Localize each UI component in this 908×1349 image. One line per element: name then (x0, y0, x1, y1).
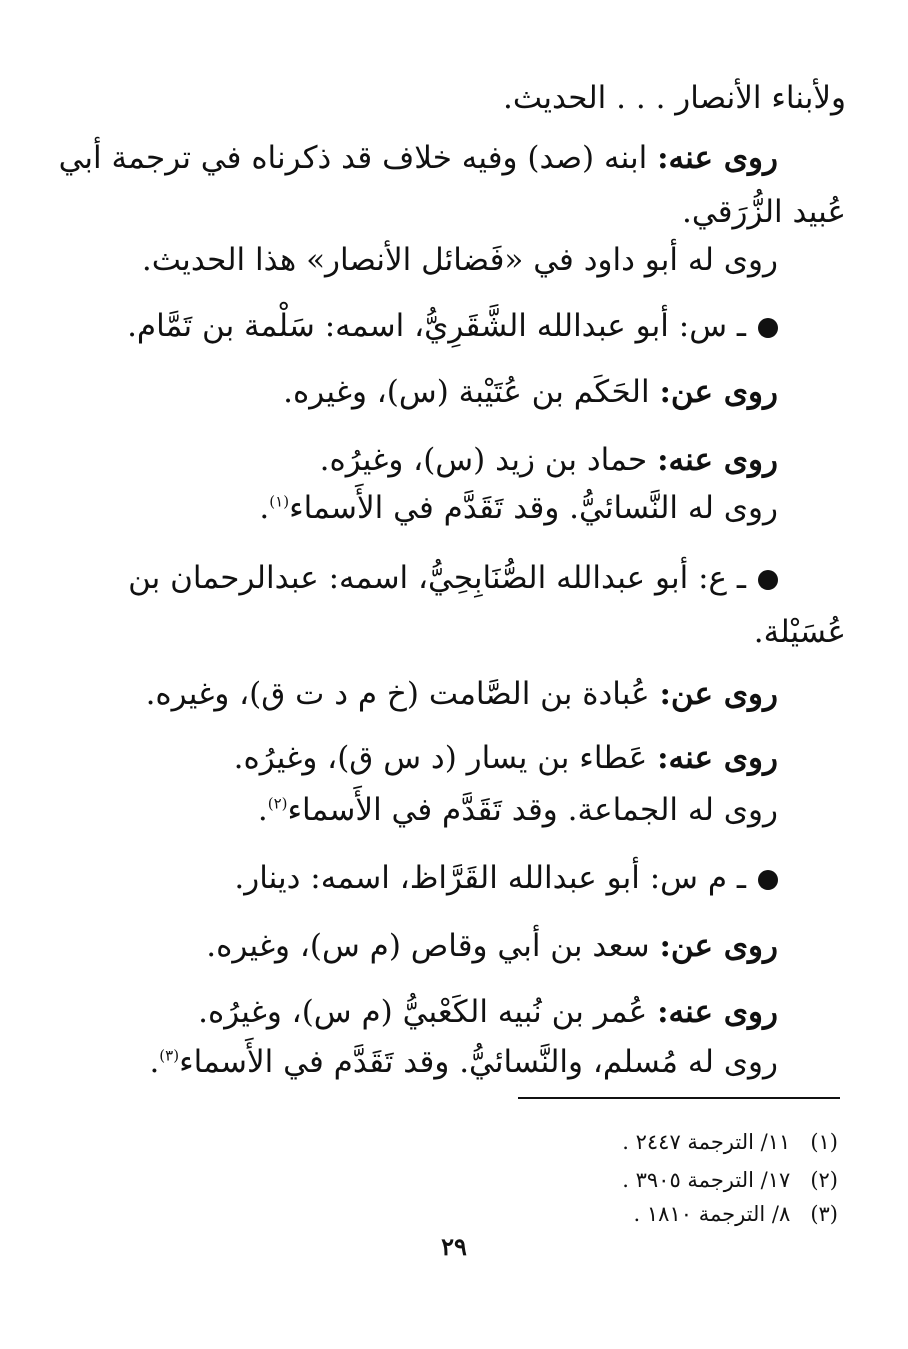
footnote-divider (518, 1097, 840, 1099)
text-line-7 (320, 440, 778, 480)
footnote-text: ١١/ الترجمة ٢٤٤٧ . (622, 1130, 791, 1154)
footnote-3 (634, 1200, 838, 1228)
footnote-ref: (٣) (159, 1046, 180, 1065)
footnote-ref: (١) (269, 492, 290, 511)
entry-heading-shaqari (127, 306, 778, 346)
narrator-label: روى عنه: (657, 740, 778, 776)
entry-text: ـ ع: أبو عبدالله الصُّنَابِحِيُّ، اسمه: عبدالرحمان بن (128, 560, 746, 596)
footnote-2 (622, 1166, 838, 1194)
narrator-label: روى عن: (659, 374, 778, 410)
narrator-label: روى عنه: (657, 994, 778, 1030)
text-line-3: عُبيد الزُّرَقي. (682, 194, 846, 230)
text-line-4: روى له أبو داود في «فَضائل الأنصار» هذا الحديث. (141, 242, 778, 278)
footnote-number: (١) (810, 1130, 838, 1154)
narrator-label: روى عن: (659, 676, 778, 712)
footnote-text: ١٧/ الترجمة ٣٩٠٥ . (622, 1168, 791, 1192)
line-end: . (149, 1044, 160, 1080)
footnote-number: (٢) (810, 1168, 838, 1192)
line-text: الحَكَم بن عُتَيْبة (س)، وغيره. (283, 374, 660, 410)
text-line-6 (283, 372, 778, 412)
line-text: روى له النَّسائيُّ. وقد تَقَدَّم في الأَسماء (289, 490, 778, 526)
text-line-10: عُسَيْلة. (753, 614, 846, 650)
footnote-1 (622, 1128, 838, 1156)
text-line-1: ولأبناء الأنصار . . . الحديث. (503, 80, 846, 116)
line-text: روى له مُسلم، والنَّسائيُّ. وقد تَقَدَّم في الأَسماء (179, 1044, 778, 1080)
text-line-17 (149, 1042, 778, 1082)
footnote-text: ٨/ الترجمة ١٨١٠ . (633, 1202, 791, 1226)
line-text: روى له الجماعة. وقد تَقَدَّم في الأَسماء (287, 792, 778, 828)
line-text: ابنه (صد) وفيه خلاف قد ذكرناه في ترجمة أبي (58, 140, 658, 176)
bullet-icon (758, 318, 778, 338)
line-end: . (259, 490, 270, 526)
line-text: عُمر بن نُبيه الكَعْبيُّ (م س)، وغيرُه. (198, 994, 658, 1030)
footnote-ref: (٢) (267, 794, 288, 813)
narrator-label: روى عن: (659, 928, 778, 964)
line-text: عَطاء بن يسار (د س ق)، وغيرُه. (233, 740, 658, 776)
line-text: سعد بن أبي وقاص (م س)، وغيره. (206, 928, 660, 964)
text-line-13 (258, 790, 778, 830)
entry-heading-qarraz (234, 858, 778, 898)
entry-heading-sunabihi (128, 558, 778, 598)
line-text: حماد بن زيد (س)، وغيرُه. (319, 442, 658, 478)
entry-text: ـ م س: أبو عبدالله القَرَّاظ، اسمه: دينار. (234, 860, 746, 896)
narrator-label: روى عنه: (657, 442, 778, 478)
bullet-icon (758, 870, 778, 890)
text-line-11 (146, 674, 778, 714)
text-line-2 (59, 138, 778, 178)
text-line-8 (259, 488, 778, 528)
footnote-number: (٣) (810, 1202, 838, 1226)
page-number: ٢٩ (441, 1232, 467, 1261)
line-end: . (257, 792, 268, 828)
line-text: عُبادة بن الصَّامت (خ م د ت ق)، وغيره. (145, 676, 660, 712)
entry-text: ـ س: أبو عبدالله الشَّقَرِيُّ، اسمه: سَلْمة بن تَمَّام. (127, 308, 746, 344)
bullet-icon (758, 570, 778, 590)
text-line-12 (234, 738, 778, 778)
text-line-16 (198, 992, 778, 1032)
narrator-label: روى عنه: (657, 140, 778, 176)
text-line-15 (206, 926, 778, 966)
